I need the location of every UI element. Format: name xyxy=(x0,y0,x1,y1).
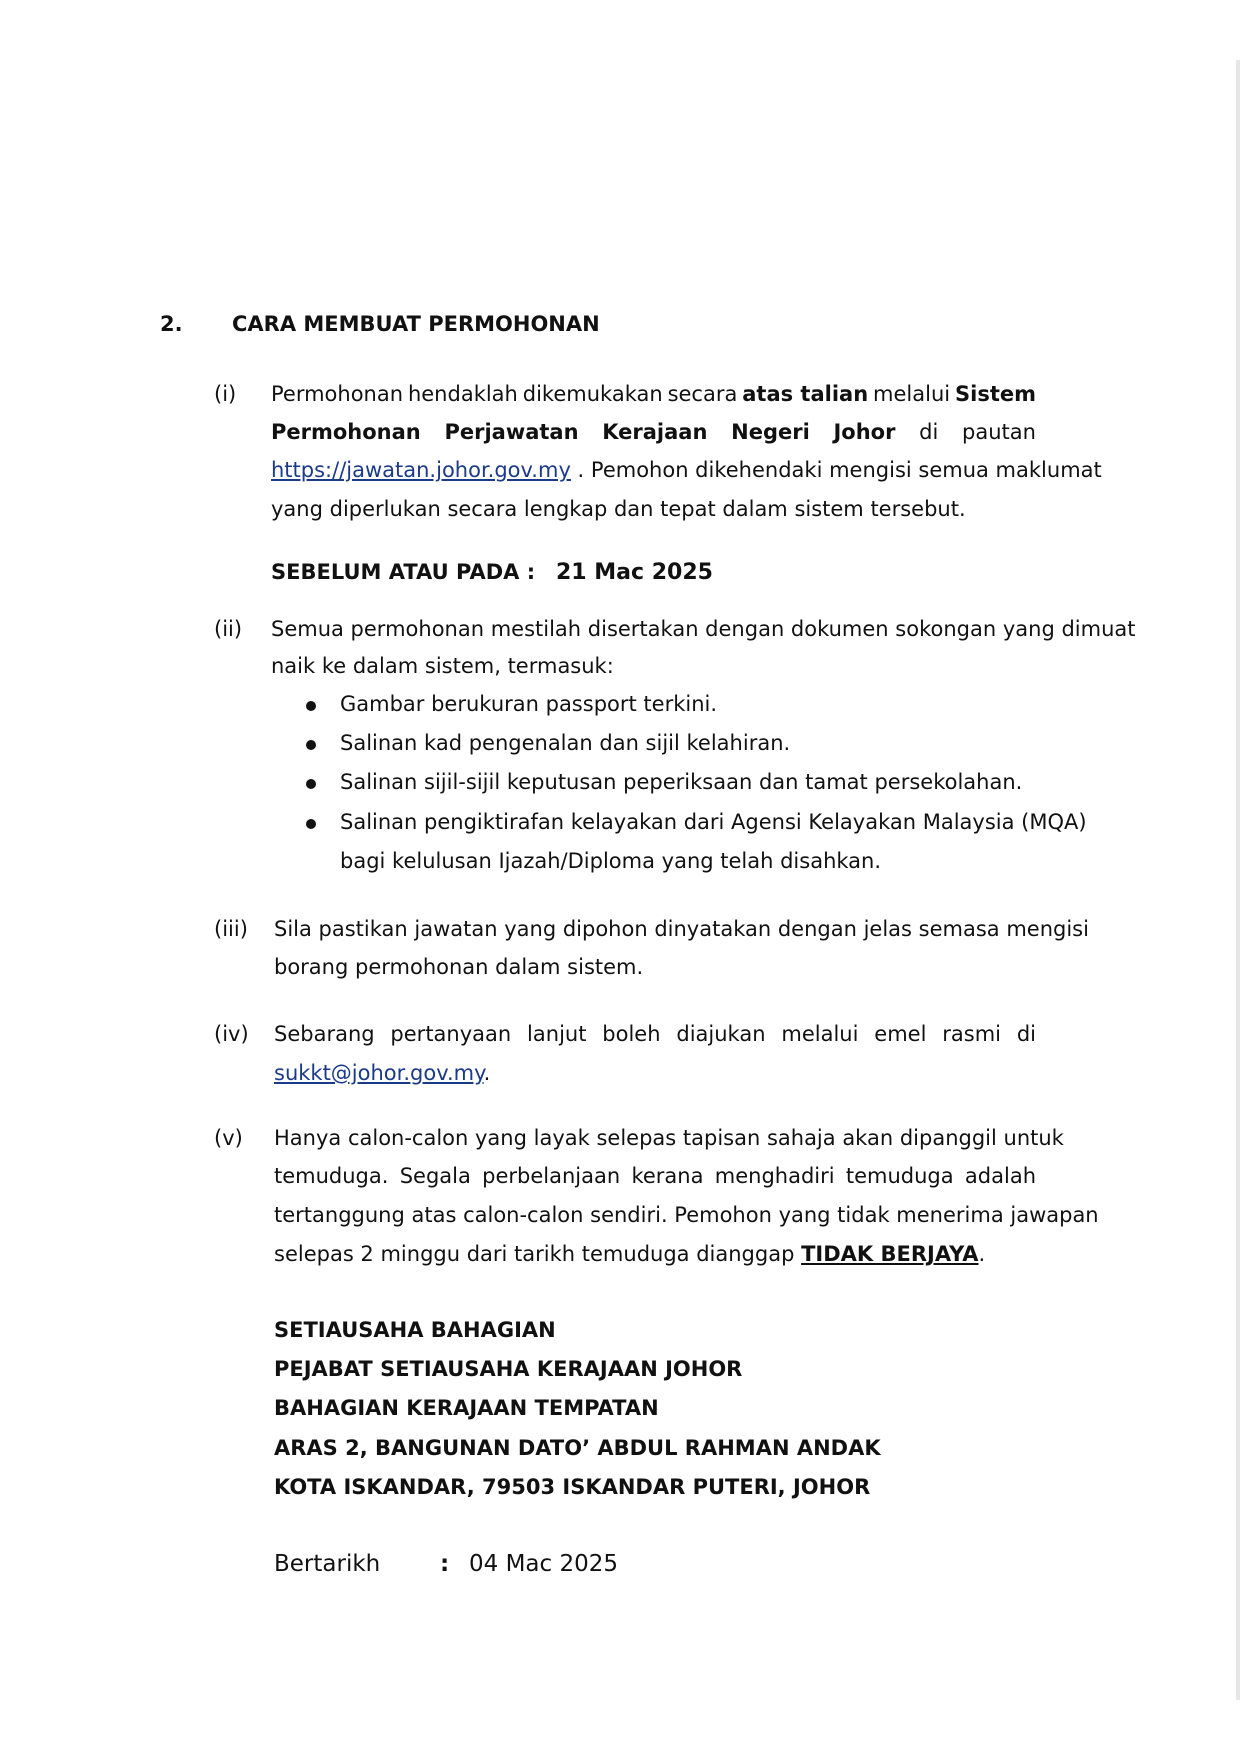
paragraph-line: Semua permohonan mestilah disertakan dengan dokumen sokongan yang dimuat xyxy=(271,617,1136,641)
email-link[interactable]: sukkt@johor.gov.my xyxy=(274,1061,484,1085)
bullet-item: Gambar berukuran passport terkini. xyxy=(340,692,718,716)
paragraph-line: naik ke dalam sistem, termasuk: xyxy=(271,654,614,678)
word: melalui xyxy=(873,382,951,406)
paragraph-line: temuduga. Segala perbelanjaan kerana menghadiri temuduga adalah xyxy=(274,1164,1036,1188)
word: Johor xyxy=(833,420,896,444)
bullet-dot xyxy=(306,701,316,711)
item-label: (iv) xyxy=(214,1022,249,1046)
item-label: (ii) xyxy=(214,617,243,641)
bullet-item-continuation: bagi kelulusan Ijazah/Diploma yang telah disahkan. xyxy=(340,849,882,873)
word: pautan xyxy=(962,420,1036,444)
word: Sistem xyxy=(955,382,1036,406)
bullet-dot xyxy=(306,819,316,829)
paragraph-line: Hanya calon-calon yang layak selepas tapisan sahaja akan dipanggil untuk xyxy=(274,1126,1064,1150)
paragraph-line xyxy=(274,1242,985,1266)
text: . xyxy=(483,1061,491,1085)
item-label: (i) xyxy=(214,382,237,406)
text: . Pemohon dikehendaki mengisi semua maklumat xyxy=(570,458,1102,482)
paragraph-line: borang permohonan dalam sistem. xyxy=(274,955,644,979)
paragraph-line: Sila pastikan jawatan yang dipohon dinyatakan dengan jelas semasa mengisi xyxy=(274,917,1089,941)
item-label: (v) xyxy=(214,1126,243,1150)
paragraph-line xyxy=(271,382,1036,406)
bullet-item: Salinan kad pengenalan dan sijil kelahiran. xyxy=(340,731,791,755)
item-label: (iii) xyxy=(214,917,248,941)
word: Negeri xyxy=(731,420,810,444)
text: selepas 2 minggu dari tarikh temuduga dianggap xyxy=(274,1242,802,1266)
tidak-berjaya-text: TIDAK BERJAYA xyxy=(801,1242,979,1266)
dated-label: Bertarikh xyxy=(274,1551,381,1577)
word: secara xyxy=(667,382,738,406)
paragraph-line: yang diperlukan secara lengkap dan tepat dalam sistem tersebut. xyxy=(271,497,966,521)
paragraph-line xyxy=(271,458,1102,482)
word: Permohonan xyxy=(271,420,421,444)
scan-edge xyxy=(1236,60,1240,1700)
dated-colon: : xyxy=(440,1551,450,1577)
bullet-dot xyxy=(306,779,316,789)
word: di xyxy=(919,420,939,444)
dated-value: 04 Mac 2025 xyxy=(469,1551,619,1577)
section-number: 2. xyxy=(160,312,183,336)
deadline-label: SEBELUM ATAU PADA : xyxy=(271,560,536,584)
word: atas talian xyxy=(742,382,869,406)
paragraph-line: tertanggung atas calon-calon sendiri. Pemohon yang tidak menerima jawapan xyxy=(274,1203,1099,1227)
bullet-item: Salinan sijil-sijil keputusan peperiksaan dan tamat persekolahan. xyxy=(340,770,1023,794)
text: . xyxy=(978,1242,986,1266)
signature-line: ARAS 2, BANGUNAN DATO’ ABDUL RAHMAN ANDAK xyxy=(274,1436,881,1460)
section-title: CARA MEMBUAT PERMOHONAN xyxy=(232,312,600,336)
word: hendaklah xyxy=(407,382,518,406)
word: Kerajaan xyxy=(602,420,708,444)
word: Permohonan xyxy=(271,382,404,406)
word: dikemukakan xyxy=(522,382,663,406)
bullet-item: Salinan pengiktirafan kelayakan dari Agensi Kelayakan Malaysia (MQA) xyxy=(340,810,1087,834)
word: Perjawatan xyxy=(444,420,579,444)
jawatan-link[interactable]: https://jawatan.johor.gov.my xyxy=(271,458,571,482)
signature-line: PEJABAT SETIAUSAHA KERAJAAN JOHOR xyxy=(274,1357,743,1381)
signature-line: BAHAGIAN KERAJAAN TEMPATAN xyxy=(274,1396,659,1420)
signature-line: KOTA ISKANDAR, 79503 ISKANDAR PUTERI, JOHOR xyxy=(274,1475,871,1499)
deadline-date: 21 Mac 2025 xyxy=(556,560,713,585)
paragraph-line xyxy=(274,1061,490,1085)
bullet-dot xyxy=(306,740,316,750)
paragraph-line xyxy=(271,420,1036,444)
paragraph-line: Sebarang pertanyaan lanjut boleh diajukan melalui emel rasmi di xyxy=(274,1022,1036,1046)
signature-line: SETIAUSAHA BAHAGIAN xyxy=(274,1318,556,1342)
